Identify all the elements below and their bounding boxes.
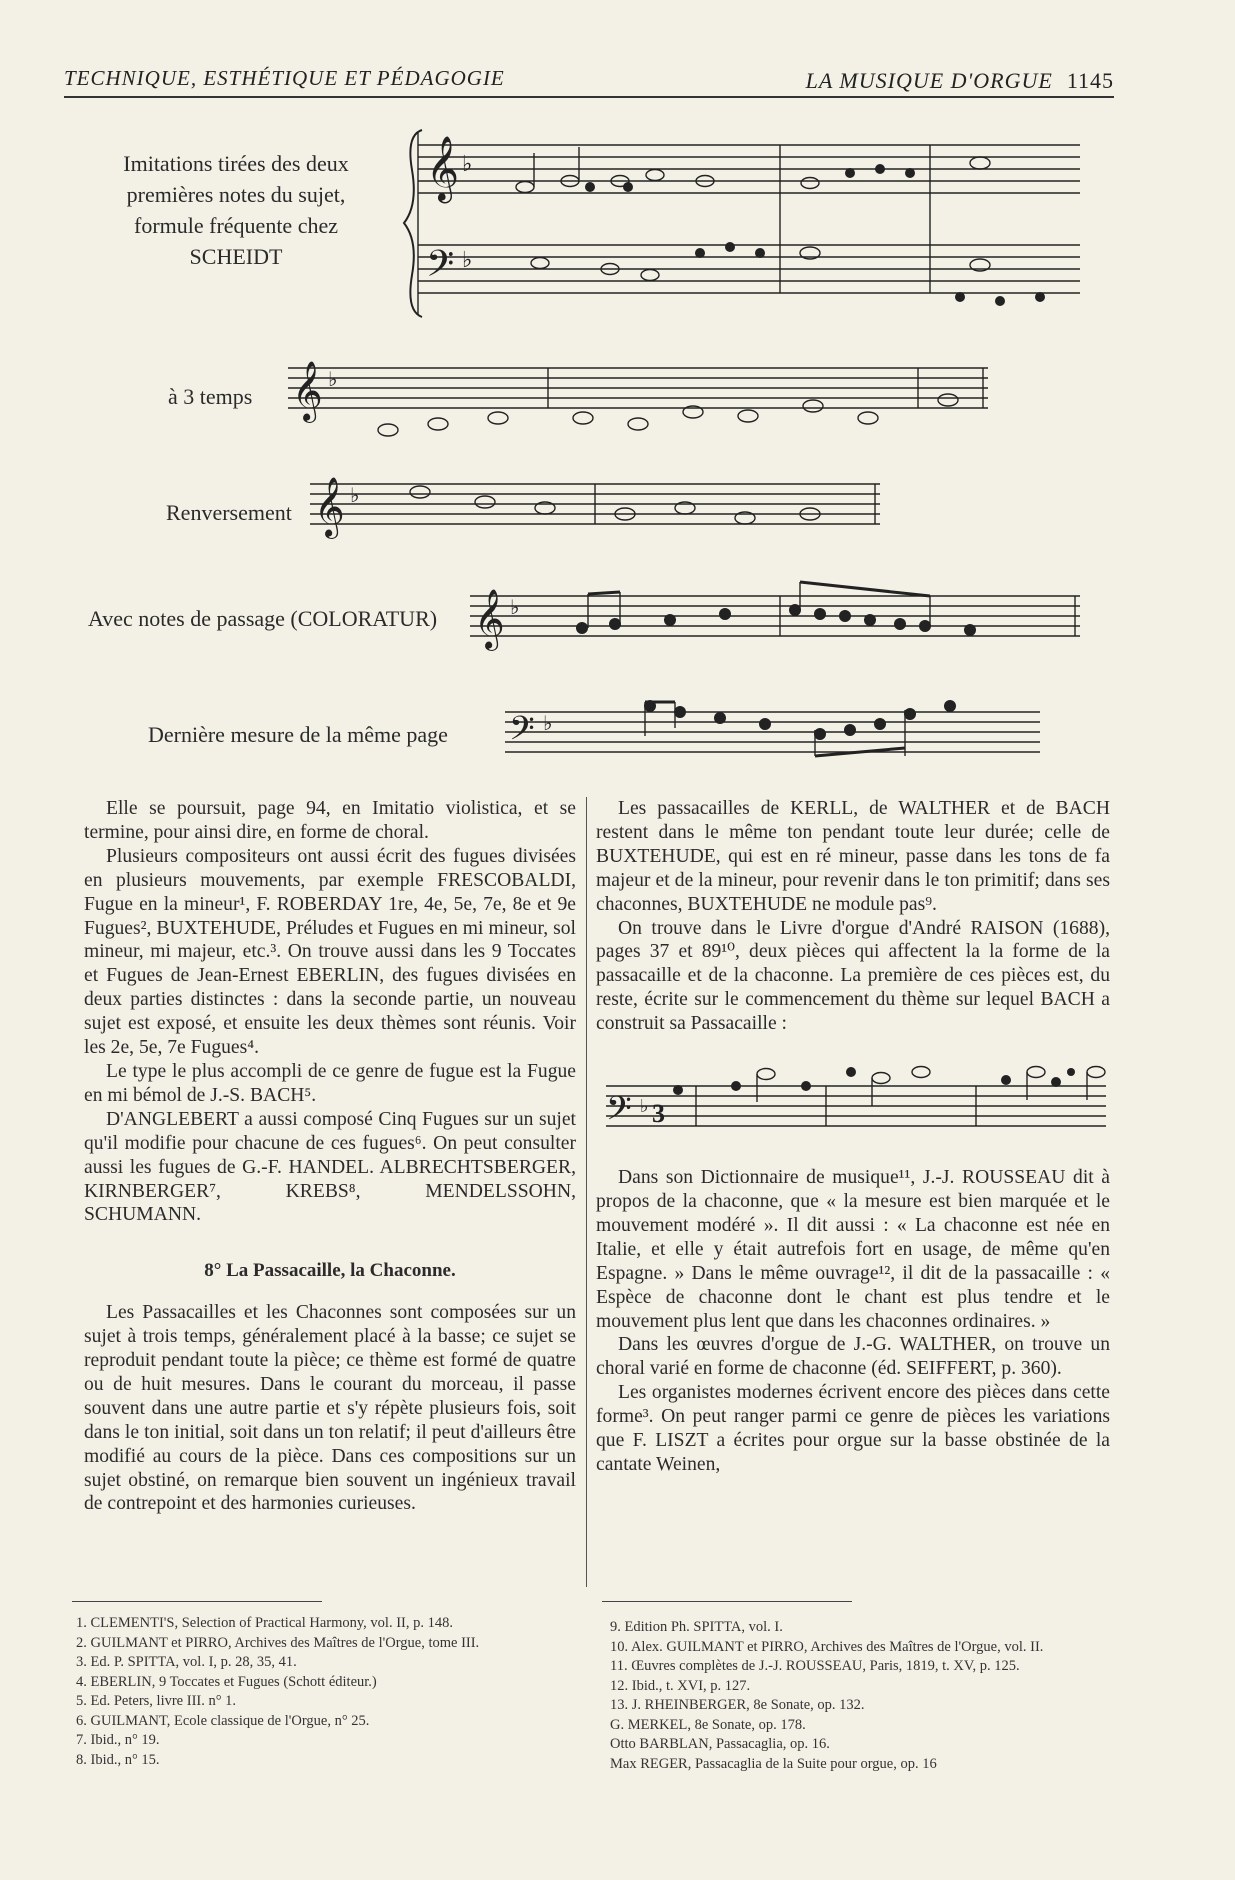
right-paragraph-2: On trouve dans le Livre d'orgue d'André RAISON (1688), pages 37 et 89¹⁰, deux pièces qui affectent la la forme de la passacaille et de la chaconne. La première de ces pièces est, du reste, écrite sur le commencement du thème sur lequel BACH a construit sa Passacaille : [596, 917, 1110, 1035]
left-paragraph-4: D'ANGLEBERT a aussi composé Cinq Fugues sur un sujet qu'il modifie pour chacune de ces fugues⁶. On peut consulter aussi les fugues de G.-F. HANDEL. ALBRECHTSBERGER, KIRNBERGER⁷, KREBS⁸, MENDELSSOHN, SCHUMANN. [84, 1108, 576, 1226]
footnote: 3. Ed. P. SPITTA, vol. I, p. 28, 35, 41. [76, 1654, 297, 1670]
header-left: TECHNIQUE, ESTHÉTIQUE ET PÉDAGOGIE [64, 66, 505, 90]
footnote: 9. Edition Ph. SPITTA, vol. I. [610, 1619, 783, 1635]
right-paragraph-5: Les organistes modernes écrivent encore des pièces dans cette forme³. On peut ranger parmi ce genre de pièces les variations que F. LISZT a écrites pour orgue sur la basse obstinée de la cantate Weinen, [596, 1382, 1110, 1475]
left-paragraph-5: Les Passacailles et les Chaconnes sont composées sur un sujet à trois temps, généralement placé à la basse; ce sujet se reproduit pendant toute la pièce; ce thème est formé de quatre ou de huit mesures. Dans le courant du morceau, il passe souvent dans une autre partie et s'y répète plusieurs fois, soit dans le ton initial, soit dans un ton relatif; il peut d'ailleurs être modifié au cours de la pièce. Dans ces compositions sur un sujet obstiné, on remarque bien souvent un ingénieux travail de contrepoint et des harmonies curieuses. [84, 1302, 576, 1515]
left-column [84, 797, 576, 1516]
header-right [806, 68, 1114, 94]
right-paragraph-1: Les passacailles de KERLL, de WALTHER et de BACH restent dans le même ton pendant toute leur durée; celle de BUXTEHUDE, qui est en ré mineur, passe dans les tons de fa majeur et de la mineur, pour revenir dans le ton primitif; dans ses chaconnes, BUXTEHUDE ne module pas⁹. [596, 798, 1110, 915]
derniere-label: Dernière mesure de la même page [148, 722, 448, 747]
section-title: 8° La Passacaille, la Chaconne. [204, 1260, 456, 1282]
renversement-staff [310, 474, 880, 544]
derniere-staff [505, 696, 1040, 766]
svg-text:♭: ♭ [328, 369, 338, 391]
svg-text:𝄞: 𝄞 [474, 589, 505, 649]
trois-temps-staff [288, 358, 988, 438]
svg-text:♭: ♭ [350, 485, 360, 507]
svg-text:𝄢: 𝄢 [606, 1090, 632, 1137]
header-title: LA MUSIQUE D'ORGUE [805, 68, 1053, 93]
footnote-rule-right [602, 1601, 852, 1602]
right-paragraph-4: Dans les œuvres d'orgue de J.-G. WALTHER, on trouve un choral varié en forme de chaconne (éd. SEIFFERT, p. 360). [596, 1334, 1110, 1380]
scheidt-label: Imitations tirées des deux premières notes du sujet, formule fréquente chez SCHEIDT [123, 151, 349, 269]
left-paragraph-1: Elle se poursuit, page 94, en Imitatio violistica, et se termine, pour ainsi dire, en forme de choral. [84, 798, 576, 843]
svg-text:𝄞: 𝄞 [292, 361, 323, 421]
svg-text:♭: ♭ [543, 713, 553, 735]
footnote: 5. Ed. Peters, livre III. n° 1. [76, 1693, 237, 1709]
footnotes-right [610, 1618, 1043, 1774]
footnote: 1. CLEMENTI'S, Selection of Practical Harmony, vol. II, p. 148. [76, 1615, 453, 1631]
svg-text:♭: ♭ [462, 247, 473, 272]
svg-text:3: 3 [652, 1099, 665, 1129]
renversement-label: Renversement [166, 500, 292, 525]
footnote: 12. Ibid., t. XVI, p. 127. [610, 1677, 751, 1694]
footnote: Max REGER, Passacaglia de la Suite pour orgue, op. 16 [610, 1755, 937, 1772]
footnote: 11. Œuvres complètes de J.-J. ROUSSEAU, Paris, 1819, t. XV, p. 125. [610, 1658, 1020, 1674]
footnote: G. MERKEL, 8e Sonate, op. 178. [610, 1716, 806, 1733]
footnote: 13. J. RHEINBERGER, 8e Sonate, op. 132. [610, 1697, 865, 1713]
svg-text:♭: ♭ [640, 1096, 649, 1117]
footnote: 10. Alex. GUILMANT et PIRRO, Archives des Maîtres de l'Orgue, vol. II. [610, 1638, 1044, 1655]
svg-text:♭: ♭ [462, 151, 473, 176]
footnotes-left [76, 1614, 479, 1770]
scheidt-grand-staff [400, 125, 1080, 325]
running-header [64, 62, 1114, 98]
footnote: 4. EBERLIN, 9 Toccates et Fugues (Schott éditeur.) [76, 1673, 377, 1690]
passacaille-theme-staff [596, 1056, 1108, 1142]
footnote: Otto BARBLAN, Passacaglia, op. 16. [610, 1736, 830, 1752]
coloratur-staff [470, 586, 1080, 656]
page-number: 1145 [1066, 68, 1114, 93]
footnote-rule-left [72, 1601, 322, 1602]
footnote: 2. GUILMANT et PIRRO, Archives des Maîtres de l'Orgue, tome III. [76, 1634, 480, 1651]
footnote: 8. Ibid., n° 15. [76, 1751, 160, 1768]
svg-text:𝄢: 𝄢 [426, 243, 455, 294]
svg-text:𝄞: 𝄞 [426, 136, 460, 201]
left-paragraph-3: Le type le plus accompli de ce genre de fugue est la Fugue en mi bémol de J.-S. BACH⁵. [84, 1060, 576, 1106]
trois-temps-label: à 3 temps [168, 384, 253, 409]
right-column [596, 797, 1110, 1477]
svg-text:𝄢: 𝄢 [509, 710, 535, 756]
column-separator [586, 797, 587, 1587]
svg-text:♭: ♭ [510, 597, 520, 619]
right-paragraph-3: Dans son Dictionnaire de musique¹¹, J.-J. ROUSSEAU dit à propos de la chaconne, que « la mesure est bien marquée et le mouvement modéré ». Il dit aussi : « La chaconne est née en Italie, et elle y était autrefois fort en usage, de même qu'en Espagne. » Dans le même ouvrage¹², il dit de la passacaille : « Espèce de chaconne dont le chant est plus tendre et le mouvement plus lent que dans les chaconnes ordinaires. » [596, 1167, 1110, 1332]
coloratur-label: Avec notes de passage (COLORATUR) [88, 606, 438, 631]
svg-text:𝄞: 𝄞 [314, 477, 345, 537]
footnote: 6. GUILMANT, Ecole classique de l'Orgue, n° 25. [76, 1712, 370, 1729]
left-paragraph-2: Plusieurs compositeurs ont aussi écrit des fugues divisées en plusieurs mouvements, par exemple FRESCOBALDI, Fugue en la mineur¹, F. ROBERDAY 1re, 4e, 5e, 7e, 8e et 9e Fugues², BUXTEHUDE, Préludes et Fugues en mi mineur, sol mineur, mi majeur, etc.³. On trouve aussi dans les 9 Toccates et Fugues de Jean-Ernest EBERLIN, des fugues divisées en deux parties distinctes : dans la seconde partie, un nouveau sujet est exposé, et ensuite les deux thèmes sont réunis. Voir les 2e, 5e, 7e Fugues⁴. [84, 845, 576, 1059]
footnote: 7. Ibid., n° 19. [76, 1732, 160, 1748]
